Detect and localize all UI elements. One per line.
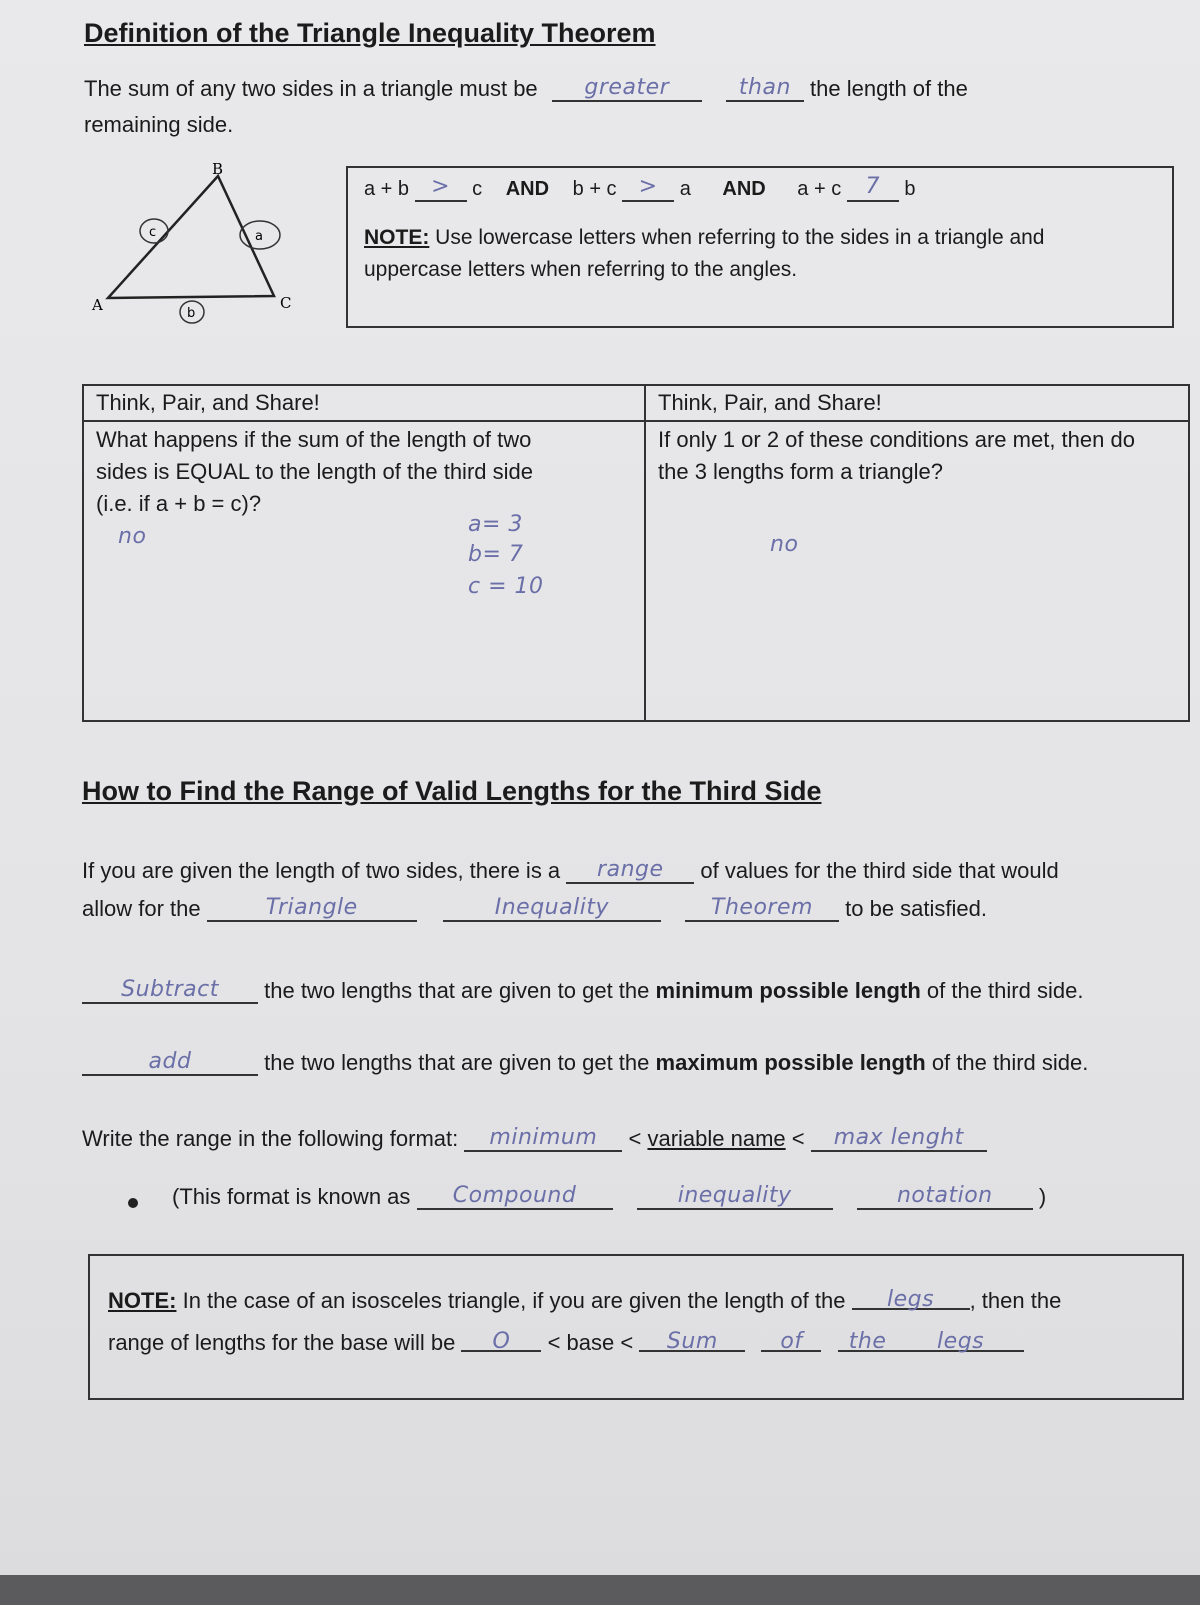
format-max-blank[interactable]	[811, 1122, 987, 1152]
expr3-right: b	[904, 178, 916, 200]
legs2-answer: legs	[937, 1329, 985, 1354]
notation-answer: notation	[896, 1183, 993, 1208]
definition-line2: remaining side.	[84, 112, 234, 137]
triangle-shape	[108, 176, 274, 298]
left-cell-work-3: c = 10	[468, 574, 544, 599]
left-cell-header: Think, Pair, and Share!	[84, 386, 644, 422]
inequalities-row	[364, 176, 915, 202]
expr3-answer: 7	[865, 174, 881, 199]
add-blank[interactable]	[82, 1046, 258, 1076]
left-cell-answer: no	[118, 524, 147, 549]
note-label: NOTE:	[364, 226, 430, 249]
inequalities-note	[364, 222, 1045, 286]
triangle-blank[interactable]	[207, 892, 417, 922]
definition-blank-2[interactable]	[726, 72, 804, 102]
section2-title: How to Find the Range of Valid Lengths for the Third Side	[82, 776, 822, 806]
range-line1-before: If you are given the length of two sides, there is a	[82, 858, 561, 883]
add-bold: maximum possible length	[655, 1050, 926, 1075]
isosceles-note-text	[108, 1280, 1061, 1364]
expr2-blank[interactable]	[622, 176, 674, 202]
left-cell-work-1: a= 3	[468, 512, 523, 537]
definition-blank-1[interactable]	[552, 72, 702, 102]
known-as-row	[172, 1180, 1046, 1214]
expr1-answer: >	[431, 174, 451, 199]
definition-text-before: The sum of any two sides in a triangle must be	[84, 76, 538, 101]
expr3-blank[interactable]	[847, 176, 899, 202]
page-title: Definition of the Triangle Inequality Theorem	[84, 18, 656, 48]
inequality-notation-answer: inequality	[677, 1183, 792, 1208]
isosceles-line1-after: , then the	[969, 1288, 1062, 1313]
format-variable: variable name	[647, 1126, 786, 1151]
right-cell-question: If only 1 or 2 of these conditions are met, then do the 3 lengths form a triangle?	[658, 427, 1135, 484]
think-pair-share-table	[82, 384, 1190, 722]
expr1-left: a + b	[364, 178, 410, 200]
side-b-label: b	[187, 306, 196, 321]
legs-blank[interactable]	[852, 1280, 970, 1310]
and-1: AND	[505, 178, 550, 200]
subtract-bold: minimum possible length	[655, 978, 921, 1003]
sum-blank[interactable]	[639, 1322, 745, 1352]
isosceles-line1-before: In the case of an isosceles triangle, if you are given the length of the	[182, 1288, 846, 1313]
add-row	[82, 1046, 1088, 1080]
format-max-answer: max lenght	[833, 1125, 964, 1150]
of-answer: of	[780, 1329, 803, 1354]
format-text: Write the range in the following format:	[82, 1126, 459, 1151]
definition-line1	[84, 72, 968, 106]
range-blank[interactable]	[566, 854, 694, 884]
subtract-blank-answer: Subtract	[121, 977, 219, 1002]
subtract-text-before: the two lengths that are given to get the	[264, 978, 650, 1003]
definition-blank-1-answer: greater	[584, 75, 670, 100]
inequality-blank-answer: Inequality	[494, 895, 609, 920]
subtract-text-after: of the third side.	[926, 978, 1084, 1003]
side-c-label: c	[149, 225, 157, 240]
format-min-answer: minimum	[489, 1125, 598, 1150]
right-cell-header: Think, Pair, and Share!	[646, 386, 1188, 422]
subtract-row	[82, 974, 1083, 1008]
add-blank-answer: add	[148, 1049, 192, 1074]
range-blank-answer: range	[597, 857, 664, 882]
definition-text-after: the length of the	[810, 76, 968, 101]
known-as-close: )	[1038, 1184, 1047, 1209]
base-range-middle: < base <	[547, 1330, 634, 1355]
subtract-blank[interactable]	[82, 974, 258, 1004]
bullet-point	[128, 1198, 138, 1208]
format-lt-1: <	[628, 1126, 642, 1151]
table-right-cell	[646, 386, 1188, 720]
vertex-b-label: B	[212, 160, 224, 178]
note-line2: uppercase letters when referring to the angles.	[364, 258, 798, 281]
triangle-blank-answer: Triangle	[265, 895, 358, 920]
left-cell-work-2: b= 7	[468, 542, 524, 567]
range-line1-after: of values for the third side that would	[700, 858, 1059, 883]
sum-answer: Sum	[666, 1329, 718, 1354]
compound-answer: Compound	[452, 1183, 577, 1208]
vertex-c-label: C	[280, 294, 292, 312]
add-text-after: of the third side.	[931, 1050, 1089, 1075]
range-line2-before: allow for the	[82, 896, 201, 921]
zero-blank[interactable]	[461, 1322, 541, 1352]
expr3-left: a + c	[797, 178, 842, 200]
expr1-right: c	[472, 178, 483, 200]
isosceles-note-label: NOTE:	[108, 1288, 177, 1313]
left-cell-question: What happens if the sum of the length of two sides is EQUAL to the length of the third side (i.e. if a + b = c)?	[96, 427, 533, 516]
inequality-blank[interactable]	[443, 892, 661, 922]
range-line2	[82, 892, 987, 926]
of-blank[interactable]	[761, 1322, 821, 1352]
expr2-left: b + c	[572, 178, 617, 200]
compound-blank[interactable]	[417, 1180, 613, 1210]
range-line2-after: to be satisfied.	[845, 896, 987, 921]
inequalities-box	[346, 166, 1174, 328]
expr2-answer: >	[638, 174, 658, 199]
range-line1	[82, 854, 1059, 888]
known-as-text: (This format is known as	[172, 1184, 411, 1209]
isosceles-line2-before: range of lengths for the base will be	[108, 1330, 456, 1355]
and-2: AND	[722, 178, 766, 200]
format-lt-2: <	[791, 1126, 805, 1151]
the-answer: the	[848, 1329, 887, 1354]
vertex-a-label: A	[92, 296, 103, 314]
legs-answer: legs	[887, 1287, 935, 1312]
right-cell-answer: no	[770, 532, 799, 557]
inequality-notation-blank[interactable]	[637, 1180, 833, 1210]
format-row	[82, 1122, 987, 1156]
side-a-label: a	[255, 229, 263, 244]
expr1-blank[interactable]	[415, 176, 467, 202]
triangle-diagram	[88, 158, 308, 328]
theorem-blank[interactable]	[685, 892, 839, 922]
isosceles-note-box	[88, 1254, 1184, 1400]
zero-answer: O	[492, 1329, 511, 1354]
the-blank[interactable]	[838, 1322, 898, 1352]
format-min-blank[interactable]	[464, 1122, 622, 1152]
legs2-blank[interactable]	[898, 1322, 1024, 1352]
theorem-blank-answer: Theorem	[711, 895, 813, 920]
expr2-right: a	[679, 178, 691, 200]
note-line1: Use lowercase letters when referring to the sides in a triangle and	[435, 226, 1045, 249]
photo-bottom-edge	[0, 1575, 1200, 1605]
definition-blank-2-answer: than	[738, 75, 791, 100]
notation-blank[interactable]	[857, 1180, 1033, 1210]
table-left-cell	[84, 386, 646, 720]
add-text-before: the two lengths that are given to get the	[264, 1050, 650, 1075]
